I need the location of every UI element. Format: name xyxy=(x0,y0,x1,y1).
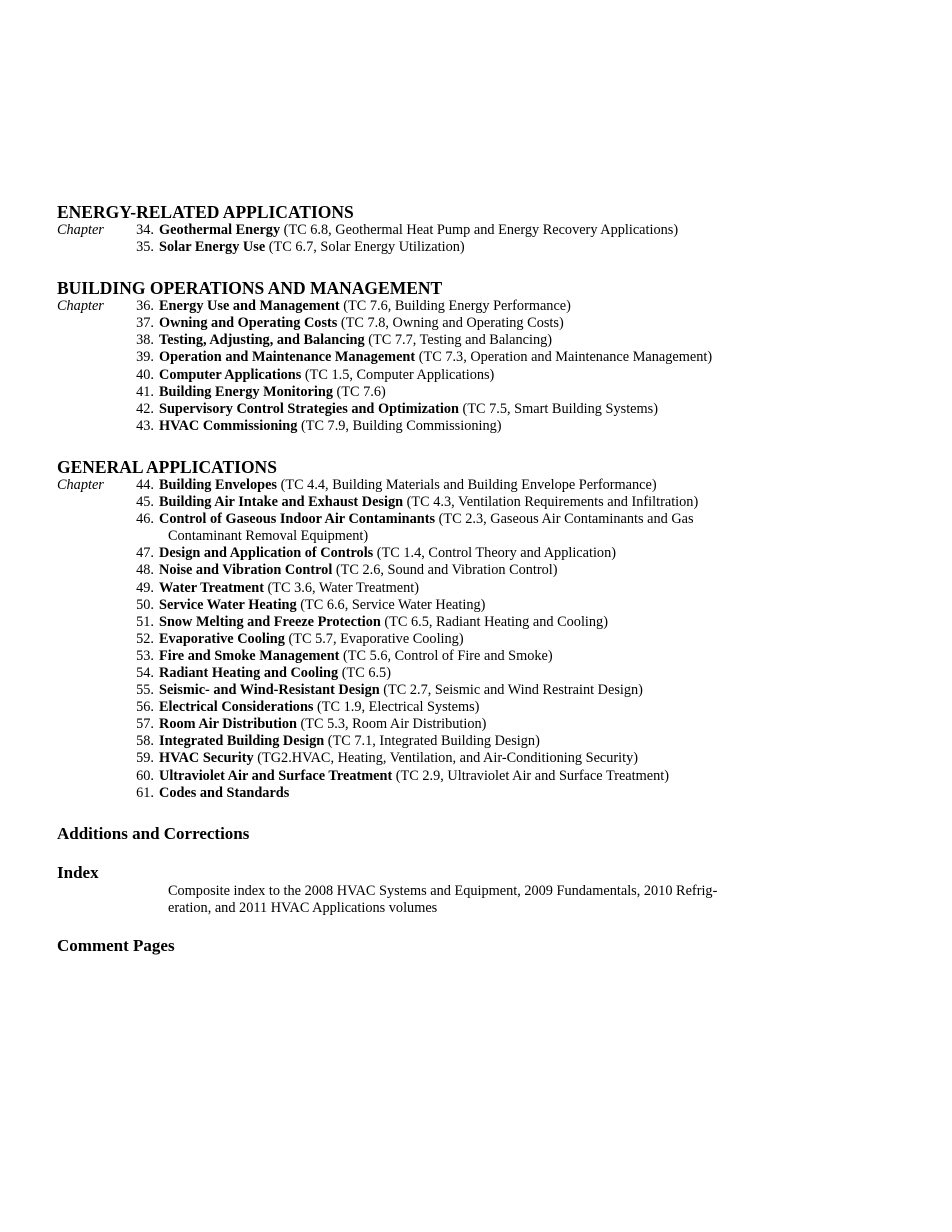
chapter-title: Building Envelopes xyxy=(159,476,277,493)
chapter-title: Control of Gaseous Indoor Air Contaminants xyxy=(159,511,436,528)
chapter-desc: (TC 2.9, Ultraviolet Air and Surface Treatment) xyxy=(392,767,669,784)
chapter-number: 35. xyxy=(136,239,154,256)
chapter-title: Energy Use and Management xyxy=(159,298,340,315)
chapter-number: 36. xyxy=(136,298,154,315)
chapter-desc: (TC 2.6, Sound and Vibration Control) xyxy=(332,562,558,579)
chapter-title: HVAC Security xyxy=(159,750,254,767)
chapter-entry-50[interactable] xyxy=(57,597,777,614)
chapter-number: 37. xyxy=(136,315,154,332)
index-heading[interactable]: Index xyxy=(57,862,99,882)
chapter-title: Room Air Distribution xyxy=(159,716,297,733)
chapter-number: 38. xyxy=(136,332,154,349)
chapter-title: Ultraviolet Air and Surface Treatment xyxy=(159,767,393,784)
chapter-number: 45. xyxy=(136,494,154,511)
chapter-desc: (TC 5.6, Control of Fire and Smoke) xyxy=(339,647,553,664)
chapter-entry-57[interactable] xyxy=(57,716,777,733)
chapter-number: 61. xyxy=(136,784,154,801)
chapter-desc: (TC 5.3, Room Air Distribution) xyxy=(296,716,487,733)
chapter-number: 39. xyxy=(136,349,154,366)
chapter-list-energy-related xyxy=(57,222,777,256)
chapter-desc: (TC 4.4, Building Materials and Building Envelope Performance) xyxy=(277,476,657,493)
chapter-entry-34[interactable] xyxy=(57,222,777,239)
chapter-title: Solar Energy Use xyxy=(159,239,266,256)
chapter-number: 47. xyxy=(136,545,154,562)
chapter-number: 48. xyxy=(136,562,154,579)
chapter-entry-46[interactable] xyxy=(57,511,777,545)
chapter-desc: (TC 7.5, Smart Building Systems) xyxy=(458,400,658,417)
chapter-title: Seismic- and Wind-Resistant Design xyxy=(159,682,380,699)
chapter-title: Snow Melting and Freeze Protection xyxy=(159,613,381,630)
chapter-number: 34. xyxy=(136,222,154,238)
chapter-number: 58. xyxy=(136,733,154,750)
index-description-line: eration, and 2011 HVAC Applications volumes xyxy=(168,899,438,916)
chapter-desc: (TC 7.6, Building Energy Performance) xyxy=(339,298,571,315)
chapter-title: Owning and Operating Costs xyxy=(159,315,338,332)
chapter-number: 57. xyxy=(136,716,154,733)
chapter-number: 44. xyxy=(136,476,154,493)
chapter-number: 54. xyxy=(136,664,154,681)
index-description xyxy=(57,883,777,917)
chapter-entry-55[interactable] xyxy=(57,682,777,699)
comment-pages-heading[interactable]: Comment Pages xyxy=(57,935,175,955)
chapter-desc: (TC 1.4, Control Theory and Application) xyxy=(373,545,616,562)
chapter-number: 53. xyxy=(136,647,154,664)
chapter-desc: (TC 7.3, Operation and Maintenance Management) xyxy=(415,349,713,366)
chapter-entry-49[interactable] xyxy=(57,580,777,597)
chapter-number: 50. xyxy=(136,596,154,613)
chapter-desc: (TC 7.9, Building Commissioning) xyxy=(297,417,502,434)
chapter-entry-35[interactable] xyxy=(57,239,777,256)
chapter-number: 40. xyxy=(136,366,154,383)
chapter-title: Codes and Standards xyxy=(159,784,290,801)
chapter-desc: (TC 7.6) xyxy=(332,383,386,400)
index-description-line: Composite index to the 2008 HVAC Systems and Equipment, 2009 Fundamentals, 2010 Refrig- xyxy=(168,882,718,899)
chapter-entry-53[interactable] xyxy=(57,648,777,665)
chapter-title: Service Water Heating xyxy=(159,596,297,613)
chapter-entry-38[interactable] xyxy=(57,332,777,349)
chapter-number: 55. xyxy=(136,682,154,699)
chapter-entry-42[interactable] xyxy=(57,401,777,418)
additions-corrections-heading[interactable]: Additions and Corrections xyxy=(57,823,250,843)
chapter-label: Chapter xyxy=(57,476,104,493)
chapter-title: Design and Application of Controls xyxy=(159,545,374,562)
chapter-title: Integrated Building Design xyxy=(159,733,325,750)
chapter-desc: (TC 6.5) xyxy=(338,664,391,681)
chapter-entry-39[interactable] xyxy=(57,349,777,366)
chapter-desc: (TC 2.7, Seismic and Wind Restraint Design) xyxy=(379,682,643,699)
chapter-title: Computer Applications xyxy=(159,366,302,383)
table-of-contents xyxy=(57,202,777,956)
chapter-title: Testing, Adjusting, and Balancing xyxy=(159,332,365,349)
chapter-entry-36[interactable] xyxy=(57,298,777,315)
chapter-label: Chapter xyxy=(57,298,104,315)
chapter-title: Building Energy Monitoring xyxy=(159,383,333,400)
chapter-title: Electrical Considerations xyxy=(159,699,314,716)
chapter-title: Fire and Smoke Management xyxy=(159,647,340,664)
chapter-entry-59[interactable] xyxy=(57,750,777,767)
section-heading-building-operations: BUILDING OPERATIONS AND MANAGEMENT xyxy=(57,278,443,299)
chapter-desc: (TG2.HVAC, Heating, Ventilation, and Air-Conditioning Security) xyxy=(253,750,639,767)
chapter-label: Chapter xyxy=(57,222,104,238)
chapter-entry-43[interactable] xyxy=(57,418,777,435)
chapter-desc: (TC 7.1, Integrated Building Design) xyxy=(324,733,540,750)
chapter-list-building-operations xyxy=(57,298,777,435)
chapter-desc: (TC 2.3, Gaseous Air Contaminants and Gas xyxy=(435,511,694,528)
chapter-entry-45[interactable] xyxy=(57,494,777,511)
chapter-desc: (TC 7.7, Testing and Balancing) xyxy=(364,332,553,349)
chapter-entry-60[interactable] xyxy=(57,768,777,785)
chapter-desc: (TC 6.8, Geothermal Heat Pump and Energy Recovery Applications) xyxy=(280,222,679,238)
chapter-entry-44[interactable] xyxy=(57,477,777,494)
chapter-desc: (TC 6.5, Radiant Heating and Cooling) xyxy=(380,613,608,630)
chapter-list-general-applications xyxy=(57,477,777,802)
chapter-desc: (TC 1.9, Electrical Systems) xyxy=(313,699,480,716)
chapter-desc: (TC 7.8, Owning and Operating Costs) xyxy=(337,315,564,332)
chapter-desc: (TC 6.6, Service Water Heating) xyxy=(296,596,486,613)
chapter-number: 60. xyxy=(136,767,154,784)
chapter-title: Supervisory Control Strategies and Optimization xyxy=(159,400,459,417)
chapter-number: 42. xyxy=(136,400,154,417)
chapter-title: Noise and Vibration Control xyxy=(159,562,333,579)
chapter-entry-51[interactable] xyxy=(57,614,777,631)
chapter-title: Geothermal Energy xyxy=(159,222,281,238)
section-heading-general-applications: GENERAL APPLICATIONS xyxy=(57,456,277,477)
chapter-number: 59. xyxy=(136,750,154,767)
chapter-desc: (TC 5.7, Evaporative Cooling) xyxy=(284,630,464,647)
chapter-entry-61[interactable] xyxy=(57,785,777,802)
section-heading-energy-related: ENERGY-RELATED APPLICATIONS xyxy=(57,202,354,222)
chapter-title: Building Air Intake and Exhaust Design xyxy=(159,494,404,511)
chapter-number: 49. xyxy=(136,579,154,596)
chapter-title: Evaporative Cooling xyxy=(159,630,285,647)
chapter-number: 56. xyxy=(136,699,154,716)
chapter-entry-58[interactable] xyxy=(57,733,777,750)
chapter-desc: (TC 6.7, Solar Energy Utilization) xyxy=(265,239,465,256)
chapter-entry-52[interactable] xyxy=(57,631,777,648)
chapter-desc: (TC 4.3, Ventilation Requirements and Infiltration) xyxy=(403,494,699,511)
chapter-title: Water Treatment xyxy=(159,579,264,596)
chapter-number: 52. xyxy=(136,630,154,647)
chapter-desc-continued: Contaminant Removal Equipment) xyxy=(168,528,369,545)
chapter-entry-37[interactable] xyxy=(57,315,777,332)
chapter-title: Operation and Maintenance Management xyxy=(159,349,416,366)
chapter-title: Radiant Heating and Cooling xyxy=(159,664,339,681)
chapter-desc: (TC 3.6, Water Treatment) xyxy=(263,579,419,596)
chapter-entry-47[interactable] xyxy=(57,545,777,562)
chapter-title: HVAC Commissioning xyxy=(159,417,298,434)
chapter-number: 46. xyxy=(136,511,154,528)
chapter-number: 41. xyxy=(136,383,154,400)
chapter-entry-40[interactable] xyxy=(57,367,777,384)
chapter-entry-48[interactable] xyxy=(57,562,777,579)
chapter-entry-56[interactable] xyxy=(57,699,777,716)
chapter-number: 43. xyxy=(136,417,154,434)
chapter-desc: (TC 1.5, Computer Applications) xyxy=(301,366,495,383)
chapter-entry-41[interactable] xyxy=(57,384,777,401)
chapter-number: 51. xyxy=(136,613,154,630)
chapter-entry-54[interactable] xyxy=(57,665,777,682)
